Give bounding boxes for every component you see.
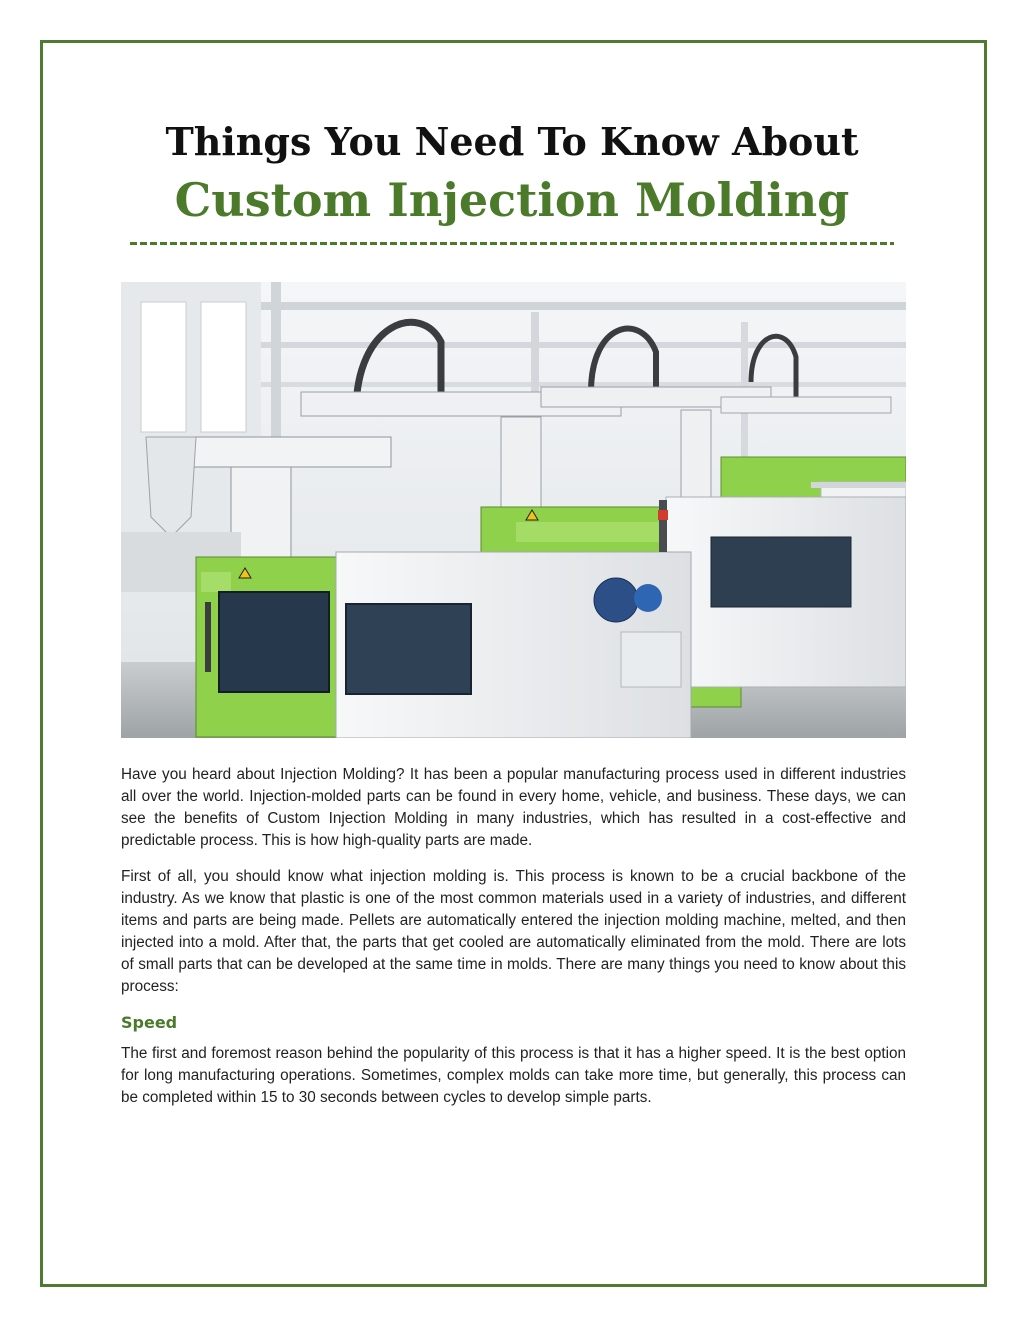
injection-machines-illustration <box>121 282 906 738</box>
section-heading-speed: Speed <box>121 1013 178 1032</box>
title-line-2: Custom Injection Molding <box>174 173 850 227</box>
paragraph-overview: First of all, you should know what injection molding is. This process is known to be a crucial backbone of the industry. As we know that plastic is one of the most common materials used in a variety of industries, and different items and parts are being made. Pellets are automatically entered the injection molding machine, melted, and then injected into a mold. After that, the parts that get cooled are automatically eliminated from the mold. There are lots of small parts that can be developed at the same time in molds. There are many things you need to know about this process: <box>121 868 906 995</box>
paragraph-intro: Have you heard about Injection Molding? It has been a popular manufacturing process used in different industries all over the world. Injection-molded parts can be found in every home, vehicle, and business. These days, we can see the benefits of Custom Injection Molding in many industries, which has resulted in a cost-effective and predictable process. This is how high-quality parts are made. <box>121 766 906 849</box>
hero-image <box>121 282 906 738</box>
paragraph-speed: The first and foremost reason behind the popularity of this process is that it has a higher speed. It is the best option for long manufacturing operations. Sometimes, complex molds can take more time, but generally, this process can be completed within 15 to 30 seconds between cycles to develop simple parts. <box>121 1045 906 1106</box>
title-line-1: Things You Need To Know About <box>165 119 859 164</box>
dashed-divider <box>130 238 894 248</box>
article-body <box>121 764 906 1123</box>
